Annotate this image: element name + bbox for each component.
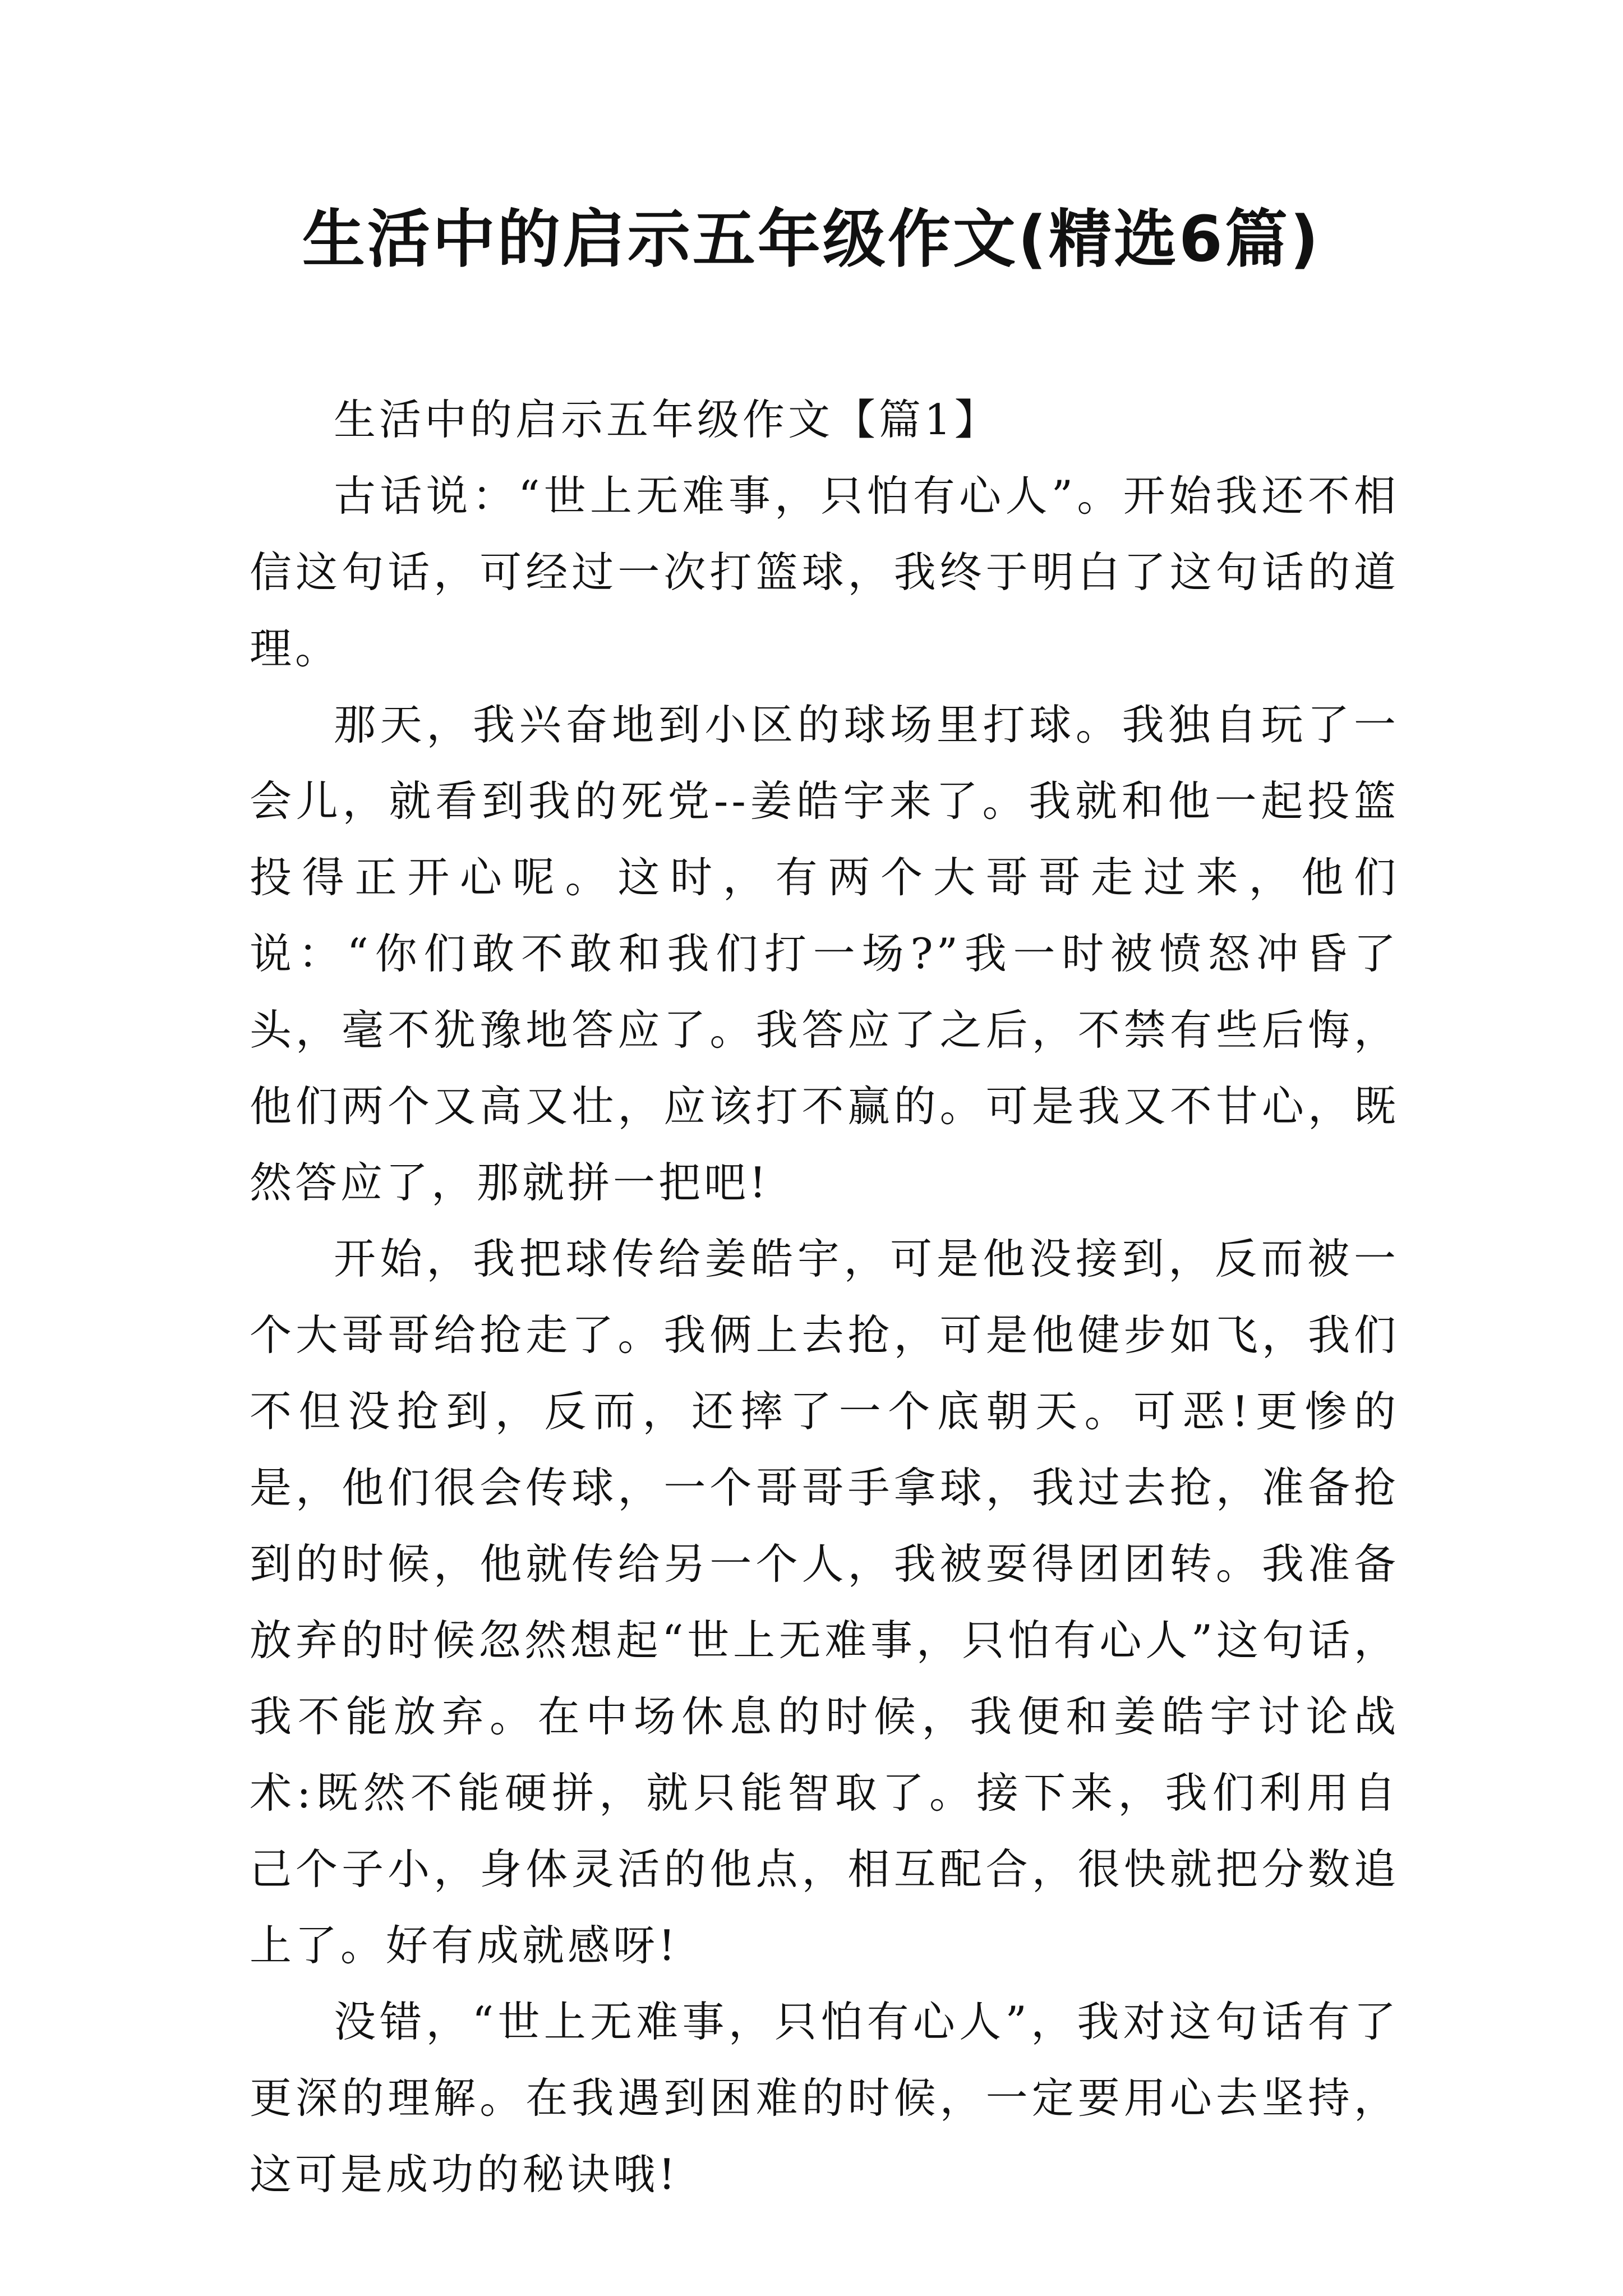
paragraph-4: 没错，“世上无难事，只怕有心人”，我对这句话有了更深的理解。在我遇到困难的时候，一定要用心去坚持，这可是成功的秘诀哦! [250, 1997, 1399, 2199]
paragraph-3: 开始，我把球传给姜皓宇，可是他没接到，反而被一个大哥哥给抢走了。我俩上去抢，可是他健步如飞，我们不但没抢到，反而，还摔了一个底朝天。可恶!更惨的是，他们很会传球，一个哥哥手拿球，我过去抢，准备抢到的时候，他就传给另一个人，我被耍得团团转。我准备放弃的时候忽然想起“世上无难事，只怕有心人”这句话，我不能放弃。在中场休息的时候，我便和姜皓宇讨论战术:既然不能硬拼，就只能智取了。接下来，我们利用自己个子小，身体灵活的他点，相互配合，很快就把分数追上了。好有成就感呀! [250, 1234, 1399, 1970]
section-heading: 生活中的启示五年级作文【篇1】 [334, 395, 1000, 444]
paragraph-1: 古话说：“世上无难事，只怕有心人”。开始我还不相信这句话，可经过一次打篮球，我终于明白了这句话的道理。 [250, 471, 1399, 673]
paragraph-2: 那天，我兴奋地到小区的球场里打球。我独自玩了一会儿，就看到我的死党--姜皓宇来了。我就和他一起投篮投得正开心呢。这时，有两个大哥哥走过来，他们说：“你们敢不敢和我们打一场?”我一时被愤怒冲昏了头，毫不犹豫地答应了。我答应了之后，不禁有些后悔，他们两个又高又壮，应该打不赢的。可是我又不甘心，既然答应了，那就拼一把吧! [250, 700, 1399, 1207]
document-body [250, 381, 1399, 2212]
document-title: 生活中的启示五年级作文(精选6篇) [302, 203, 1321, 276]
